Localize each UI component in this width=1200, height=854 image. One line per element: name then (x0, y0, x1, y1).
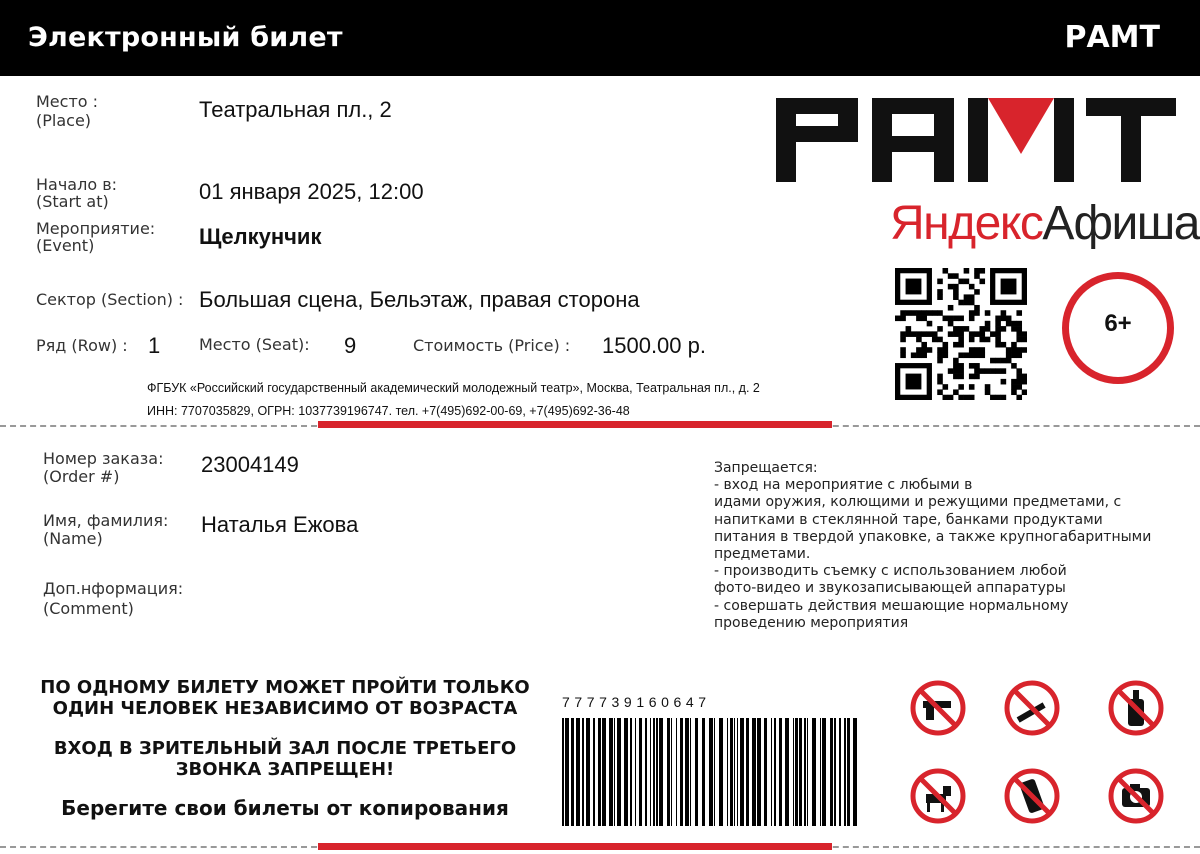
seat-label: Место (Seat): (199, 335, 310, 354)
admission-notice: ПО ОДНОМУ БИЛЕТУ МОЖЕТ ПРОЙТИ ТОЛЬКО ОДИН ЧЕЛОВЕК НЕЗАВИСИМО ОТ ВОЗРАСТА (40, 677, 530, 719)
event-label: Мероприятие: (Event) (36, 219, 156, 255)
late-entry-notice: ВХОД В ЗРИТЕЛЬНЫЙ ЗАЛ ПОСЛЕ ТРЕТЬЕГО ЗВОНКА ЗАПРЕЩЕН! (53, 738, 517, 780)
organizer-line-2: ИНН: 7707035829, ОГРН: 1037739196747. тел. +7(495)692-00-69, +7(495)692-36-48 (147, 404, 630, 418)
age-rating: 6+ (1104, 310, 1132, 337)
no-bottles-icon (1108, 680, 1164, 736)
seat-value: 9 (344, 333, 357, 358)
header-brand: РАМТ (1064, 20, 1160, 55)
no-dogs-icon (910, 768, 966, 824)
start-value: 01 января 2025, 12:00 (199, 179, 424, 204)
no-smoking-icon (1004, 680, 1060, 736)
prohibition-rules: Запрещается: - вход на мероприятие с любыми в идами оружия, колющими и режущими предметами, с напитками в стеклянной таре, банками продуктами питания в твердой упаковке, а также крупногабаритными предметами. - производить съемку с использованием любой фото-видео и звукозаписывающей аппаратуры - совершать действия мешающие нормальному проведению мероприятия (714, 460, 1152, 631)
event-value: Щелкунчик (199, 224, 322, 249)
order-value: 23004149 (201, 452, 299, 477)
price-value: 1500.00 р. (602, 333, 706, 358)
row-label: Ряд (Row) : (36, 336, 128, 355)
price-label: Стоимость (Price) : (413, 336, 571, 355)
place-label: Место : (Place) (36, 92, 99, 130)
comment-label: Доп.нформация: (Comment) (43, 579, 184, 618)
section-value: Большая сцена, Бельэтаж, правая сторона (199, 287, 640, 312)
ramt-logo (776, 98, 1176, 182)
barcode-number: 777739160647 (562, 694, 711, 710)
place-value: Театральная пл., 2 (199, 97, 392, 122)
copy-warning: Берегите свои билеты от копирования (61, 796, 509, 820)
organizer-line-1: ФГБУК «Российский государственный академический молодежный театр», Москва, Театральная пл., д. 2 (147, 381, 760, 395)
order-label: Номер заказа: (Order #) (43, 449, 164, 486)
name-label: Имя, фамилия: (Name) (43, 511, 169, 548)
no-phones-icon (1004, 768, 1060, 824)
name-value: Наталья Ежова (201, 512, 359, 537)
red-divider-top (318, 421, 832, 428)
yandex-afisha-logo: ЯндексАфиша (890, 197, 1199, 250)
start-label: Начало в: (Start at) (36, 175, 118, 211)
no-photo-icon (1108, 768, 1164, 824)
row-value: 1 (148, 333, 161, 358)
barcode-icon (560, 718, 865, 826)
red-divider-bottom (318, 843, 832, 850)
section-label: Сектор (Section) : (36, 290, 184, 309)
qr-code-icon (895, 268, 1027, 400)
no-weapons-icon (910, 680, 966, 736)
ticket-title: Электронный билет (28, 22, 343, 53)
